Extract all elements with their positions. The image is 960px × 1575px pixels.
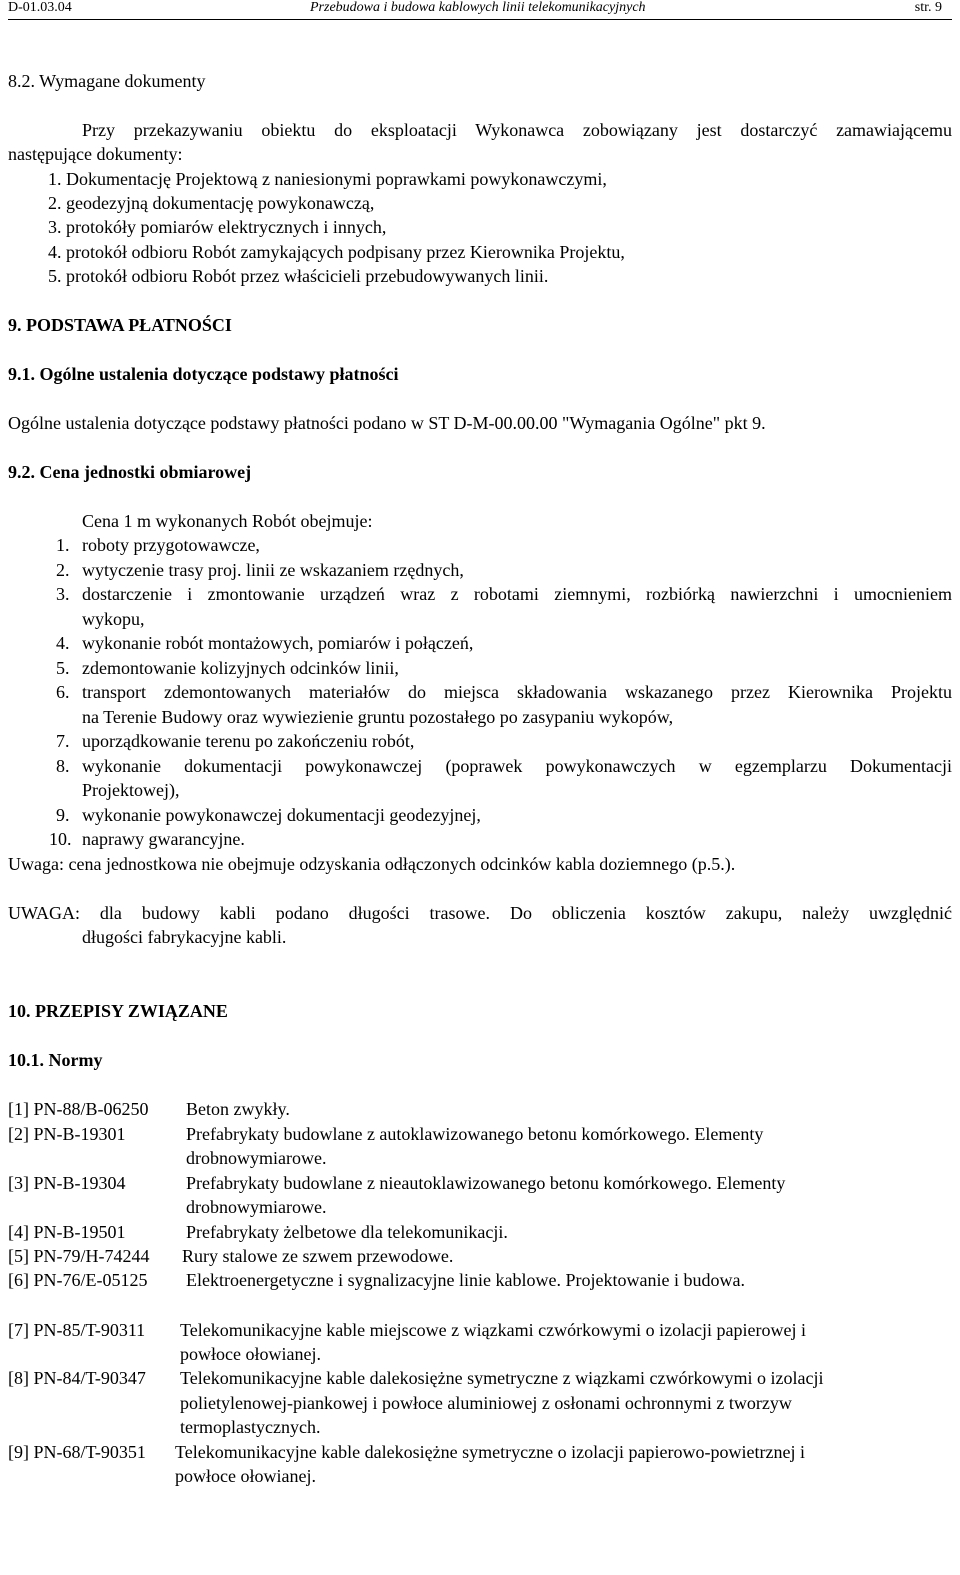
norm-description: Prefabrykaty żelbetowe dla telekomunikacji. <box>186 1222 508 1242</box>
norm-code: [5] PN-79/H-74244 <box>8 1246 150 1266</box>
list-item-number: 5. <box>56 658 70 678</box>
list-item-number: 2. <box>56 560 70 580</box>
page-header <box>8 0 952 20</box>
norm-description: Rury stalowe ze szwem przewodowe. <box>182 1246 454 1266</box>
norm-description-continuation: drobnowymiarowe. <box>186 1197 327 1217</box>
norm-code: [9] PN-68/T-90351 <box>8 1442 146 1462</box>
list-item: wykonanie powykonawczej dokumentacji geodezyjnej, <box>82 805 481 825</box>
list-item-number: 7. <box>56 731 70 751</box>
list-item: roboty przygotowawcze, <box>82 535 260 555</box>
norm-code: [4] PN-B-19501 <box>8 1222 126 1242</box>
norm-description: Elektroenergetyczne i sygnalizacyjne linie kablowe. Projektowanie i budowa. <box>186 1270 745 1290</box>
section-8-2-intro-line2: następujące dokumenty: <box>8 144 183 164</box>
section-9-1-heading: 9.1. Ogólne ustalenia dotyczące podstawy płatności <box>8 364 399 384</box>
list-item: zdemontowanie kolizyjnych odcinków linii, <box>82 658 399 678</box>
list-item: naprawy gwarancyjne. <box>82 829 245 849</box>
norm-description: Telekomunikacyjne kable dalekosiężne symetryczne z wiązkami czwórkowymi o izolacji <box>180 1368 824 1388</box>
page-number: str. 9 <box>914 0 942 15</box>
norm-code: [1] PN-88/B-06250 <box>8 1099 149 1119</box>
list-item: 1. Dokumentację Projektową z naniesionymi poprawkami powykonawczymi, <box>48 169 607 189</box>
norm-code: [8] PN-84/T-90347 <box>8 1368 146 1388</box>
section-10-1-heading: 10.1. Normy <box>8 1050 103 1070</box>
norm-code: [3] PN-B-19304 <box>8 1173 126 1193</box>
section-10-heading: 10. PRZEPISY ZWIĄZANE <box>8 1001 228 1021</box>
uwaga-line1: UWAGA: dla budowy kabli podano długości trasowe. Do obliczenia kosztów zakupu, należy uwzględnić <box>8 903 952 923</box>
price-note: Uwaga: cena jednostkowa nie obejmuje odzyskania odłączonych odcinków kabla doziemnego (p.5.). <box>8 854 736 874</box>
list-item-continuation: na Terenie Budowy oraz wywiezienie gruntu pozostałego po zasypaniu wykopów, <box>82 707 674 727</box>
list-item-number: 10. <box>49 829 72 849</box>
norm-description: Telekomunikacyjne kable miejscowe z wiązkami czwórkowymi o izolacji papierowej i <box>180 1320 807 1340</box>
uwaga-line2: długości fabrykacyjne kabli. <box>82 927 287 947</box>
list-item-number: 8. <box>56 756 70 776</box>
list-item-continuation: Projektowej), <box>82 780 180 800</box>
norm-description: Telekomunikacyjne kable dalekosiężne symetryczne o izolacji papierowo-powietrznej i <box>175 1442 805 1462</box>
section-9-2-intro: Cena 1 m wykonanych Robót obejmuje: <box>82 511 373 531</box>
section-9-1-text: Ogólne ustalenia dotyczące podstawy płatności podano w ST D-M-00.00.00 "Wymagania Ogólne" pkt 9. <box>8 413 766 433</box>
list-item: dostarczenie i zmontowanie urządzeń wraz z robotami ziemnymi, rozbiórką nawierzchni i umocnieniem <box>82 584 952 604</box>
norm-description-continuation: powłoce ołowianej. <box>180 1344 321 1364</box>
norm-description-continuation: powłoce ołowianej. <box>175 1466 316 1486</box>
list-item-number: 1. <box>56 535 70 555</box>
norm-description: Prefabrykaty budowlane z nieautoklawizowanego betonu komórkowego. Elementy <box>186 1173 786 1193</box>
list-item: wytyczenie trasy proj. linii ze wskazaniem rzędnych, <box>82 560 464 580</box>
list-item: uporządkowanie terenu po zakończeniu robót, <box>82 731 415 751</box>
section-8-2-intro-line1: Przy przekazywaniu obiektu do eksploatacji Wykonawca zobowiązany jest dostarczyć zamawiającemu <box>82 120 952 140</box>
section-9-2-heading: 9.2. Cena jednostki obmiarowej <box>8 462 252 482</box>
list-item: 4. protokół odbioru Robót zamykających podpisany przez Kierownika Projektu, <box>48 242 625 262</box>
norm-description-continuation: termoplastycznych. <box>180 1417 321 1437</box>
list-item-number: 6. <box>56 682 70 702</box>
list-item: transport zdemontowanych materiałów do miejsca składowania wskazanego przez Kierownika Projektu <box>82 682 952 702</box>
list-item: 2. geodezyjną dokumentację powykonawczą, <box>48 193 375 213</box>
document-title: Przebudowa i budowa kablowych linii telekomunikacyjnych <box>310 0 646 15</box>
norm-description-continuation: polietylenowej-piankowej i powłoce aluminiowej z osłonami ochronnymi z tworzyw <box>180 1393 792 1413</box>
list-item: wykonanie dokumentacji powykonawczej (poprawek powykonawczych w egzemplarzu Dokumentacji <box>82 756 952 776</box>
section-8-2-heading: 8.2. Wymagane dokumenty <box>8 71 206 91</box>
norm-code: [2] PN-B-19301 <box>8 1124 126 1144</box>
norm-code: [7] PN-85/T-90311 <box>8 1320 146 1340</box>
list-item-number: 3. <box>56 584 70 604</box>
list-item-number: 9. <box>56 805 70 825</box>
norm-description: Beton zwykły. <box>186 1099 290 1119</box>
norm-description: Prefabrykaty budowlane z autoklawizowanego betonu komórkowego. Elementy <box>186 1124 764 1144</box>
list-item: 5. protokół odbioru Robót przez właścicieli przebudowywanych linii. <box>48 266 549 286</box>
norm-code: [6] PN-76/E-05125 <box>8 1270 148 1290</box>
list-item: wykonanie robót montażowych, pomiarów i połączeń, <box>82 633 474 653</box>
list-item-continuation: wykopu, <box>82 609 145 629</box>
document-code: D-01.03.04 <box>8 0 72 15</box>
list-item: 3. protokóły pomiarów elektrycznych i innych, <box>48 217 387 237</box>
list-item-number: 4. <box>56 633 70 653</box>
norm-description-continuation: drobnowymiarowe. <box>186 1148 327 1168</box>
section-9-heading: 9. PODSTAWA PŁATNOŚCI <box>8 315 232 335</box>
